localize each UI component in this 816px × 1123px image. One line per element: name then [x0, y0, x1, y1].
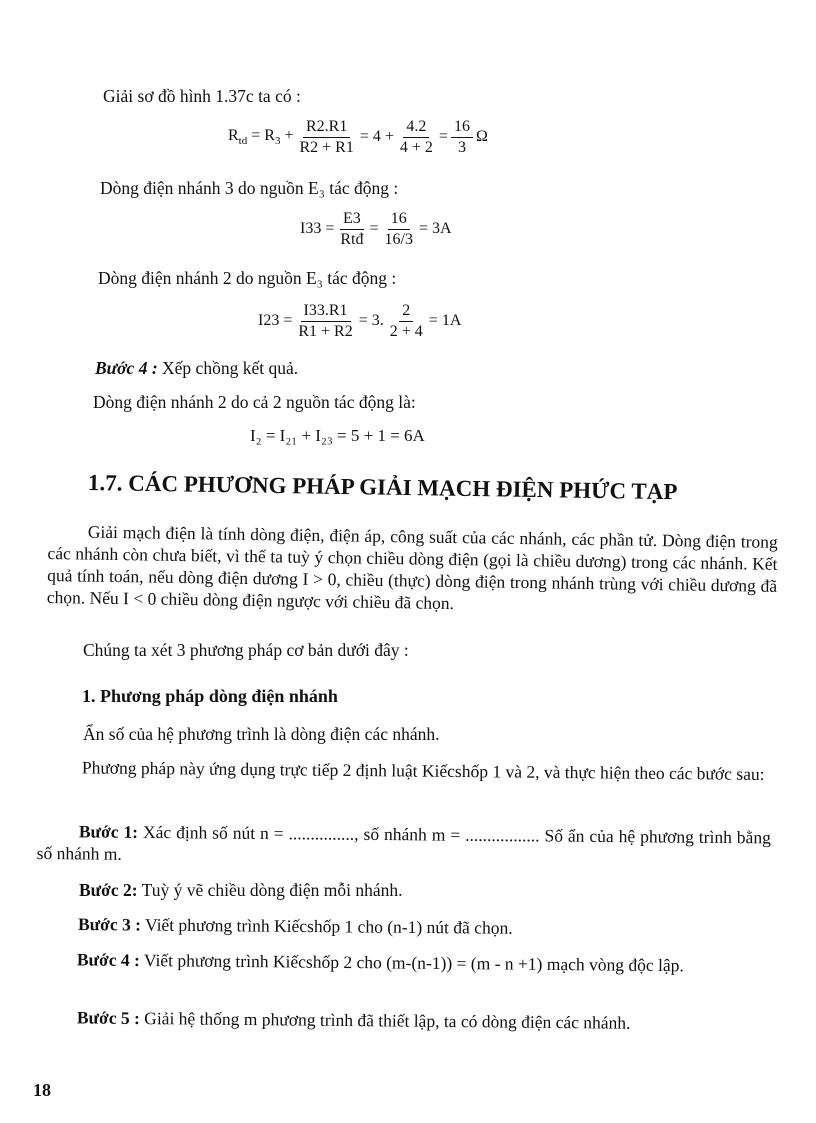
step-4 — [33, 948, 768, 977]
equation-i33 — [300, 210, 452, 248]
step-4-text: Viết phương trình Kiếcshốp 2 cho (m-(n-1)) = (m - n +1) mạch vòng độc lập. — [143, 950, 684, 976]
step-1-label: Bước 1: — [78, 821, 139, 842]
eq-i33-result: = 3A — [418, 220, 452, 238]
step4-line — [95, 358, 298, 379]
page-number: 18 — [33, 1080, 51, 1100]
equation-i23 — [258, 302, 461, 340]
subsection-title: 1. Phương pháp dòng điện nhánh — [82, 686, 338, 706]
eq-i23-frac1: $\frac{I33.R1}{R1 + R2}$ — [298, 302, 353, 340]
step-3-text: Viết phương trình Kiếcshốp 1 cho (n-1) nút đã chọn. — [144, 914, 513, 938]
step-3 — [78, 914, 513, 939]
eq-i33-frac1: $\frac{E3}{\text{Rtđ}}$ — [340, 210, 364, 248]
step-1 — [37, 820, 771, 870]
eq-i33-lhs: I33 = — [300, 220, 335, 238]
step-2-text: Tuỳ ý vẽ chiều dòng điện mỗi nhánh. — [141, 880, 403, 900]
paragraph-method-desc: Phương pháp này ứng dụng trực tiếp 2 định luật Kiếcshốp 1 và 2, và thực hiện theo các bước sau: — [81, 757, 765, 784]
eq-i23-frac2: $\frac{2}{2 + 4}$ — [389, 302, 423, 340]
paragraph-unknowns: Ẩn số của hệ phương trình là dòng điện các nhánh. — [83, 724, 440, 744]
eq-i33-part2: = — [369, 220, 379, 238]
eq-rtd-part3: = — [438, 128, 448, 146]
step-4-label: Bước 4 : — [76, 949, 140, 971]
eq-rtd-part1: = $R_3$ + — [251, 127, 294, 148]
eq-rtd-frac3: $\frac{16}{3}$ — [451, 118, 473, 156]
eq-rtd-frac2: $\frac{4.2}{4 + 2}$ — [399, 118, 433, 156]
eq-i23-lhs: I23 = — [258, 312, 293, 330]
intro-text: Giải sơ đồ hình 1.37c ta có : — [103, 86, 301, 106]
step-3-label: Bước 3 : — [77, 914, 142, 935]
eq-i23-part2: = 3. — [358, 312, 384, 330]
section-title: 1.7. CÁC PHƯƠNG PHÁP GIẢI MẠCH ĐIỆN PHỨC TẠP — [87, 470, 678, 505]
eq-rtd-frac1: $\frac{R2.R1}{R2 + R1}$ — [299, 118, 354, 156]
text-i33: Dòng điện nhánh 3 do nguồn E₃ tác động : — [100, 178, 399, 198]
step-5 — [33, 1006, 765, 1035]
eq-i23-result: = 1A — [428, 312, 462, 330]
eq-rtd-part2: = 4 + — [359, 128, 394, 146]
paragraph-methods: Chúng ta xét 3 phương pháp cơ bản dưới đây : — [83, 640, 409, 660]
text-i23: Dòng điện nhánh 2 do nguồn E₃ tác động : — [98, 268, 397, 288]
eq-rtd-lhs: $R_{td}$ — [228, 127, 248, 148]
step4-label: Bước 4 : — [95, 358, 158, 378]
step4-text: Xếp chồng kết quả. — [162, 358, 299, 378]
step-1-text: Xác định số nút n = ..............., số nhánh m = ................. Số ẩn của hệ phương trình bằng số nhánh m. — [36, 821, 771, 864]
equation-total: I₂ = I₂₁ + I₂₃ = 5 + 1 = 6A — [250, 426, 425, 445]
eq-rtd-unit: Ω — [475, 128, 488, 146]
step-2-label: Bước 2: — [79, 880, 138, 900]
equation-rtd — [228, 118, 488, 156]
step-5-label: Bước 5 : — [76, 1007, 140, 1029]
step-5-text: Giải hệ thống m phương trình đã thiết lập, ta có dòng điện các nhánh. — [144, 1008, 631, 1033]
paragraph-intro: Giải mạch điện là tính dòng điện, điện áp, công suất của các nhánh, các phần tử. Dòng điện trong các nhánh còn chưa biết, vì thế ta tuỳ ý chọn chiều dòng điện (gọi là chiều dương) trong các nhánh. Kết quả tính toán, nếu dòng điện dương I > 0, chiều (thực) dòng điện trong nhánh trùng với chiều dương đã chọn. Nếu I < 0 chiều dòng điện ngược với chiều đã chọn. — [46, 521, 778, 614]
text-total: Dòng điện nhánh 2 do cả 2 nguồn tác động là: — [93, 392, 416, 412]
eq-i33-frac2: $\frac{16}{16/3}$ — [384, 210, 413, 248]
step-2 — [79, 880, 403, 901]
